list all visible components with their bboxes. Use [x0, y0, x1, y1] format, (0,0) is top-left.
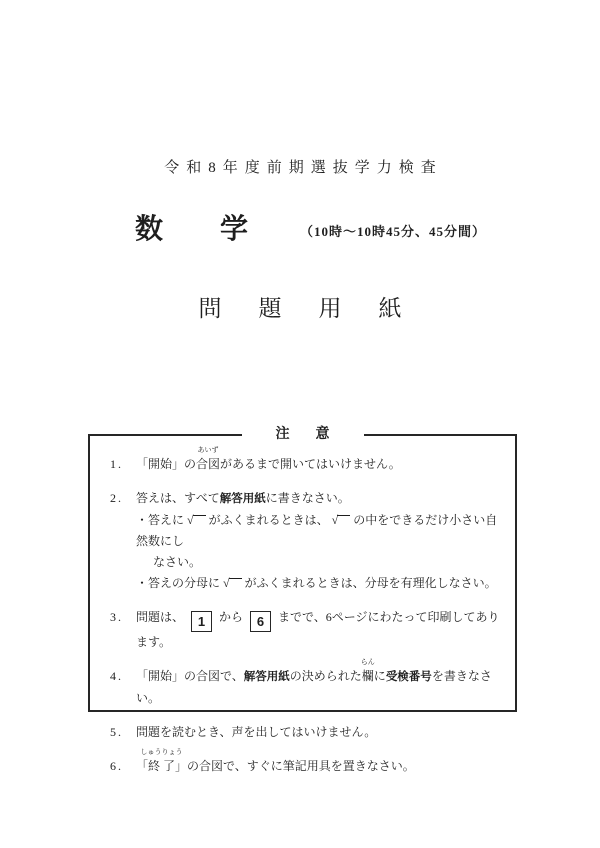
notice-list: [90, 436, 515, 777]
notice-item: [110, 607, 501, 653]
subject-name-char-2: 学: [220, 214, 249, 245]
notice-item: [110, 722, 501, 743]
notice-item-text: 問題は、 1 から 6 までで、6ページにわたって印刷してあります。: [136, 610, 500, 649]
notice-item: [110, 748, 501, 777]
exam-title: 令和8年度前期選抜学力検査: [164, 160, 443, 176]
boxed-question-number: 1: [191, 611, 212, 632]
notice-item-text: 問題を読むとき、声を出してはいけません。: [136, 725, 377, 739]
notice-item: [110, 658, 501, 709]
emphasis-text: 受検番号: [385, 671, 432, 683]
notice-item-text: 答えは、すべて解答用紙に書きなさい。 ・答えに √ がふくまれるときは、 √ の中をできるだけ小さい自然数にし なさい。 ・答えの分母に √ がふくまれるときは、分母を有理化しなさい。: [136, 491, 498, 590]
notice-item-number: 2.: [110, 491, 123, 505]
notice-item-text: 「 しゅうりょう 終 了」の合図で、すぐに筆記用具を置きなさい。: [136, 756, 501, 777]
emphasis-text: 解答用紙: [243, 671, 290, 683]
boxed-question-number: 6: [250, 611, 271, 632]
sqrt-symbol: √: [332, 513, 351, 527]
subject-row: [135, 214, 486, 246]
notice-item-number: 5.: [110, 725, 123, 739]
notice-item-text: 「開始」の あいず 合図があるまで開いてはいけません。: [136, 454, 501, 475]
sqrt-symbol: √: [187, 513, 206, 527]
notice-item-number: 1.: [110, 457, 123, 471]
paper-title: 問題用紙: [198, 296, 439, 321]
furigana-annotated-text: しゅうりょう 終 了: [140, 748, 183, 773]
notice-title: 注意: [242, 424, 364, 446]
exam-time-note: （10時～10時45分、45分間）: [300, 223, 487, 239]
furigana-annotated-text: あいず 合図: [196, 446, 221, 471]
notice-item: [110, 488, 501, 594]
notice-item-number: 3.: [110, 610, 123, 624]
sqrt-symbol: √: [223, 576, 242, 590]
notice-item-number: 6.: [110, 759, 123, 773]
notice-item: [110, 446, 501, 475]
furigana-annotated-text: らん 欄: [360, 658, 375, 683]
notice-item-text: 「開始」の合図で、解答用紙の決められた らん 欄に受検番号を書きなさい。: [136, 658, 492, 705]
notice-item-number: 4.: [110, 669, 123, 683]
notice-box: [88, 427, 517, 773]
subject-name-char-1: 数: [135, 214, 164, 245]
emphasis-text: 解答用紙: [219, 493, 266, 505]
